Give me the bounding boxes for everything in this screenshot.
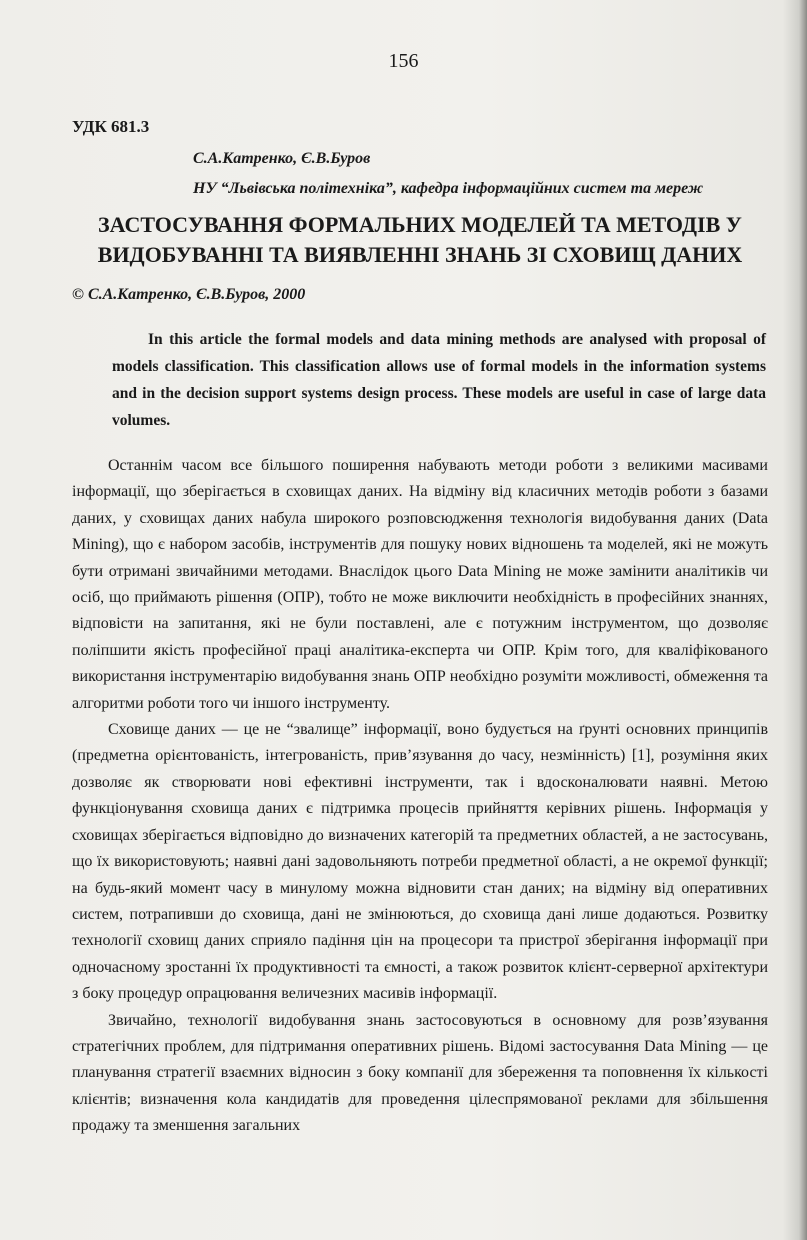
- affiliation: НУ “Львівська політехніка”, кафедра інформаційних систем та мереж: [193, 180, 704, 197]
- abstract: In this article the formal models and data mining methods are analysed with proposal of models classification. This classification allows use of formal models in the information systems and in the decision support systems design process. These models are useful in case of large data volumes.: [112, 331, 766, 429]
- paragraph-3: Звичайно, технології видобування знань застосовуються в основному для розв’язування стратегічних проблем, для підтримання оперативних рішень. Відомі застосування Data Mining — це планування стратегії взаємних відносин з боку компанії для збереження та поповнення їх кількості клієнтів; визначення кола кандидатів для проведення цілеспрямованої реклами для збільшення продажу та зменшення загальних: [72, 1011, 768, 1135]
- authors: С.А.Катренко, Є.В.Буров: [193, 150, 371, 167]
- article-title: [70, 210, 770, 270]
- paragraph-2: Сховище даних — це не “звалище” інформації, воно будується на ґрунті основних принципів (предметна орієнтованість, інтегрованість, прив’язування до часу, незмінність) [1], розуміння яких дозволяє як створювати нові ефективні інструменти, так і вдосконалювати наявні. Метою функціонування сховища даних є підтримка процесів прийняття керівних рішень. Інформація у сховищах зберігається відповідно до визначених категорій та предметних областей, а не застосувань, що їх використовують; наявні дані задовольняють потреби предметної області, а не окремої функції; на будь-який момент часу в минулому можна відновити стан даних; на відміну від оперативних систем, потрапивши до сховища, дані не змінюються, до сховища дані лише додаються. Розвитку технології сховищ даних сприяло падіння цін на процесори та пристрої зберігання інформації при одночасному зростанні їх продуктивності та ємності, а також розвиток клієнт-серверної архітектури з боку процедур опрацювання величезних масивів інформації.: [72, 721, 768, 1003]
- copyright: © С.А.Катренко, Є.В.Буров, 2000: [72, 286, 306, 303]
- title-line-1: ЗАСТОСУВАННЯ ФОРМАЛЬНИХ МОДЕЛЕЙ ТА МЕТОДІВ У: [98, 212, 742, 237]
- body-text: [72, 453, 768, 1140]
- udk-code: УДК 681.3: [72, 117, 150, 136]
- title-line-2: ВИДОБУВАННІ ТА ВИЯВЛЕННІ ЗНАНЬ ЗІ СХОВИЩ ДАНИХ: [97, 242, 743, 267]
- page-number: 156: [388, 50, 419, 72]
- paragraph-1: Останнім часом все більшого поширення набувають методи роботи з великими масивами інформації, що зберігається в сховищах даних. На відміну від класичних методів роботи з базами даних, у сховищах даних набула широкого розповсюдження технологія видобування даних (Data Mining), що є набором засобів, інструментів для пошуку нових відношень та моделей, які не можуть бути отримані звичайними методами. Внаслідок цього Data Mining не може замінити аналітиків чи осіб, що приймають рішення (ОПР), тобто не може виключити необхідність в професійних знаннях, відповісти на запитання, які не були поставлені, але є потужним інструментом, що дозволяє поліпшити якість професійної праці аналітика-експерта чи ОПР. Крім того, для кваліфікованого використання інструментарію видобування знань ОПР необхідно розуміти можливості, обмеження та алгоритми роботи того чи іншого інструменту.: [72, 457, 768, 712]
